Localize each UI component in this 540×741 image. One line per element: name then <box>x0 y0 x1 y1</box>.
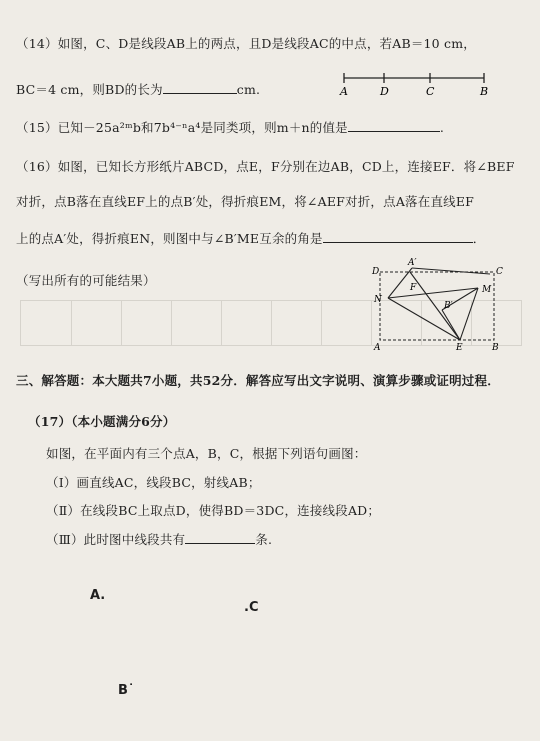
section3-heading: 三、解答题：本大题共7小题，共52分．解答应写出文字说明、演算步骤或证明过程． <box>16 373 500 388</box>
q17-step3 <box>46 530 272 548</box>
q16-label-a: A <box>374 343 381 353</box>
q14-label-b: B <box>480 85 489 98</box>
q16-label-a-prime: A′ <box>408 258 417 268</box>
q15-answer-blank[interactable] <box>348 131 440 132</box>
q14-label-a: A <box>340 85 348 98</box>
q16-line1: （16）如图，已知长方形纸片ABCD，点E，F分别在边AB，CD上，连接EF．将∠BEF <box>16 159 515 174</box>
q14-answer-blank[interactable] <box>163 93 237 94</box>
q17-point-a: A. <box>90 588 106 603</box>
q17-title: （17）（本小题满分6分） <box>28 414 176 429</box>
q14-label-c: C <box>426 85 435 98</box>
q16-fold-figure <box>370 258 510 353</box>
q15-text-b: . <box>439 120 445 135</box>
q16-answer-blank[interactable] <box>323 242 473 243</box>
q16-label-c: C <box>496 267 503 277</box>
q16-label-b-prime: B′ <box>444 301 453 311</box>
q14-segment-figure <box>340 66 500 96</box>
q16-label-n: N <box>374 295 382 305</box>
q14-label-d: D <box>380 85 389 98</box>
q17-answer-blank[interactable] <box>185 543 255 544</box>
q17-step3-text-a: （Ⅲ）此时图中线段共有 <box>46 532 186 547</box>
q16-line2: 对折，点B落在直线EF上的点B′处，得折痕EM，将∠AEF对折，点A落在直线EF <box>16 194 475 209</box>
q14-text-b: cm. <box>236 82 261 97</box>
q17-step2: （Ⅱ）在线段BC上取点D，使得BD＝3DC，连接线段AD； <box>46 503 381 518</box>
q16-label-e: E <box>456 343 463 353</box>
q17-step3-text-b: 条. <box>255 532 273 547</box>
q16-text-b: ． <box>472 231 486 246</box>
q16-line3 <box>16 229 485 247</box>
q17-point-c: .C <box>244 600 259 615</box>
q17-point-b: B˙ <box>118 683 135 698</box>
q17-intro: 如图，在平面内有三个点A，B，C，根据下列语句画图： <box>46 446 367 461</box>
q14-line2 <box>16 80 260 98</box>
q17-step1: （Ⅰ）画直线AC，线段BC，射线AB； <box>46 475 261 490</box>
q15-text-a: （15）已知－25a²ᵐb和7b⁴⁻ⁿa⁴是同类项，则m＋n的值是 <box>16 120 348 135</box>
q16-label-f: F <box>410 283 417 293</box>
q14-text-a: BC＝4 cm，则BD的长为 <box>16 82 163 97</box>
q16-label-b: B <box>492 343 499 353</box>
q15-line <box>16 118 444 136</box>
q14-line1: （14）如图，C、D是线段AB上的两点，且D是线段AC的中点，若AB＝10 cm， <box>16 36 476 51</box>
q16-text-a: 上的点A′处，得折痕EN，则图中与∠B′ME互余的角是 <box>16 231 323 246</box>
q16-line4: （写出所有的可能结果） <box>16 273 156 288</box>
q16-label-d: D <box>372 267 380 277</box>
q16-label-m: M <box>482 285 492 295</box>
